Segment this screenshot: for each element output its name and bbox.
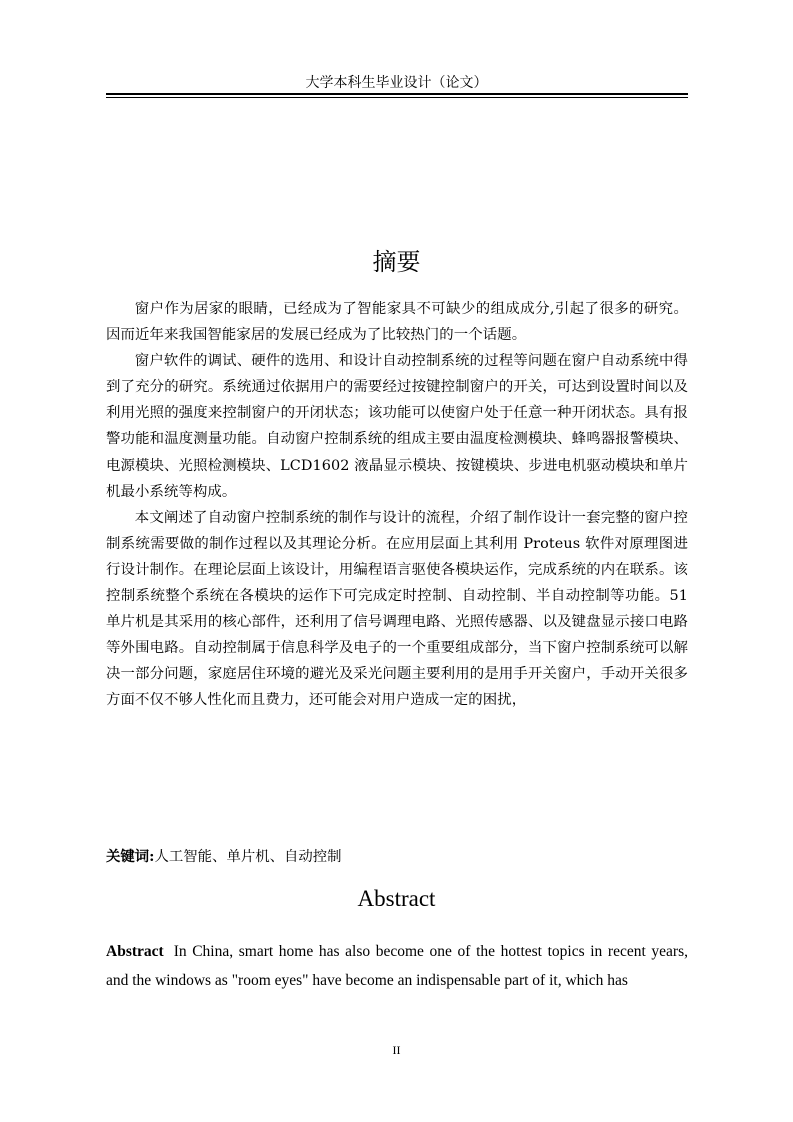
abstract-paragraph-2: 窗户软件的调试、硬件的选用、和设计自动控制系统的过程等问题在窗户自动系统中得到了充分的研究。系统通过依据用户的需要经过按键控制窗户的开关，可达到设置时间以及利用光照的强度来控制窗户的开闭状态；该功能可以使窗户处于任意一种开闭状态。具有报警功能和温度测量功能。自动窗户控制系统的组成主要由温度检测模块、蜂鸣器报警模块、电源模块、光照检测模块、LCD1602 液晶显示模块、按键模块、步进电机驱动模块和单片机最小系统等构成。 [106, 353, 688, 500]
english-abstract-body [106, 937, 688, 995]
keywords-text: 人工智能、单片机、自动控制 [154, 849, 342, 865]
chinese-abstract-title: 摘要 [372, 248, 421, 276]
chinese-abstract-body [106, 296, 688, 714]
english-abstract-title: Abstract [357, 886, 436, 911]
page-number: II [392, 1043, 401, 1057]
abstract-paragraph-3: 本文阐述了自动窗户控制系统的制作与设计的流程，介绍了制作设计一套完整的窗户控制系统需要做的制作过程以及其理论分析。在应用层面上其利用 Proteus 软件对原理图进行设计制作。在理论层面上该设计，用编程语言驱使各模块运作，完成系统的内在联系。该控制系统整个系统在各模块的运作下可完成定时控制、自动控制、半自动控制等功能。51 单片机是其采用的核心部件，还利用了信号调理电路、光照传感器、以及键盘显示接口电路等外围电路。自动控制属于信息科学及电子的一个重要组成部分，当下窗户控制系统可以解决一部分问题，家庭居住环境的避光及采光问题主要利用的是用手开关窗户，手动开关很多方面不仅不够人性化而且费力，还可能会对用户造成一定的困扰， [106, 509, 688, 709]
english-abstract-text: In China, smart home has also become one of the hottest topics in recent years, and the windows as "room eyes" have become an indispensable part of it, which has [106, 943, 688, 989]
header-rule-thick [106, 93, 688, 95]
header-rule-thin [106, 97, 688, 98]
keywords-line [106, 845, 688, 869]
abstract-paragraph-1: 窗户作为居家的眼睛，已经成为了智能家具不可缺少的组成成分,引起了很多的研究。因而近年来我国智能家居的发展已经成为了比较热门的一个话题。 [106, 301, 688, 344]
keywords-label: 关键词: [106, 848, 155, 865]
english-abstract-label: Abstract [106, 943, 164, 960]
running-header-title: 大学本科生毕业设计（论文） [305, 75, 488, 91]
